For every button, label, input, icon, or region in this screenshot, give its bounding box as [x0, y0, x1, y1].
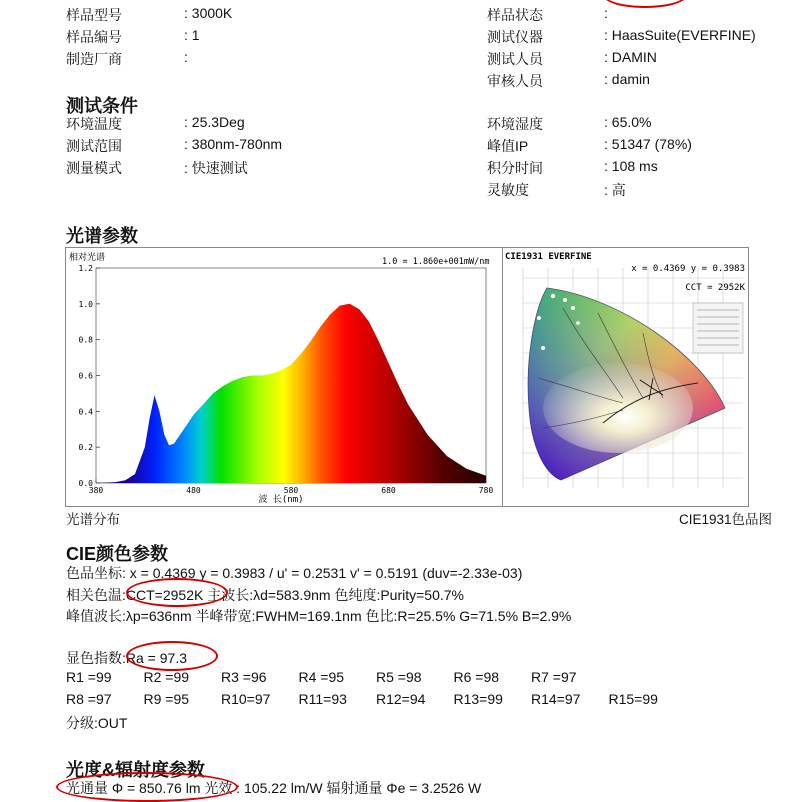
sensitivity-value: : 高: [604, 182, 626, 198]
r-values-row-2: [66, 691, 686, 707]
r-value: R2 =99: [143, 669, 190, 685]
x-tick-label: 580: [283, 486, 299, 495]
ambient-temp-label: 环境温度: [66, 116, 122, 132]
sample-model-label: 样品型号: [66, 7, 122, 23]
integration-time-label: 积分时间: [487, 160, 543, 176]
integration-time-value: : 108 ms: [604, 158, 658, 174]
y-tick-label: 0.4: [78, 407, 93, 417]
sample-number-label: 样品编号: [66, 29, 122, 45]
sensitivity-label: 灵敏度: [487, 182, 529, 198]
spectrum-area: [96, 304, 486, 483]
spectrum-chart-frame: [65, 247, 504, 507]
r-values-row-1: [66, 669, 609, 685]
cie-caption: CIE1931色品图: [678, 512, 772, 527]
humidity-label: 环境湿度: [487, 116, 543, 132]
tester-label: 测试人员: [487, 51, 543, 67]
r-value: R9 =95: [143, 691, 190, 707]
dominant-wavelength-purity: 主波长:λd=583.9nm 色纯度:Purity=50.7%: [203, 587, 464, 603]
r-value: R5 =98: [376, 669, 422, 685]
sample-state-label: 样品状态: [487, 7, 543, 23]
cie-diagram-frame: [502, 247, 749, 507]
r-value: R7 =97: [531, 669, 577, 685]
r-value: R15=99: [608, 691, 658, 707]
r-value: R4 =95: [298, 669, 345, 685]
humidity-value: : 65.0%: [604, 114, 652, 130]
annotation-oval-top: [603, 0, 687, 8]
spectrum-caption: 光谱分布: [66, 512, 120, 527]
y-tick-label: 1.2: [78, 264, 93, 273]
r-value: R11=93: [298, 691, 347, 707]
x-tick-label: 480: [186, 486, 201, 495]
test-range-value: : 380nm-780nm: [184, 136, 283, 152]
instrument-label: 测试仪器: [487, 29, 543, 45]
cie-legend-box: [693, 303, 743, 353]
luminous-flux: 光通量 Φ = 850.76 lm: [66, 780, 201, 796]
photometric-title: 光度&辐射度参数: [66, 760, 205, 780]
cie-diagram: [503, 248, 748, 506]
cct-line: [66, 585, 464, 605]
chromaticity-line: 色品坐标: x = 0.4369 y = 0.3983 / u' = 0.2531 v' = 0.5191 (duv=-2.33e-03): [66, 565, 523, 581]
cct-label: 相关色温:: [66, 587, 126, 603]
instrument-value: : HaasSuite(EVERFINE): [604, 27, 756, 43]
measure-mode-value: : 快速测试: [184, 160, 248, 176]
y-tick-label: 0.8: [78, 335, 93, 345]
measure-mode-label: 测量模式: [66, 160, 122, 176]
y-tick-label: 1.0: [78, 299, 93, 309]
color-params-title: CIE颜色参数: [66, 544, 169, 564]
peak-ip-value: : 51347 (78%): [604, 136, 692, 152]
ra-value: Ra = 97.3: [125, 650, 187, 666]
r-value: R1 =99: [66, 669, 112, 685]
r-value: R3 =96: [221, 669, 267, 685]
cct-value: CCT=2952K: [125, 587, 204, 603]
peak-fwhm-line: 峰值波长:λp=636nm 半峰带宽:FWHM=169.1nm 色比:R=25.5% G=71.5% B=2.9%: [66, 608, 572, 624]
x-tick-label: 380: [88, 486, 104, 495]
spectrum-chart: [66, 248, 503, 506]
tester-value: : DAMIN: [604, 49, 657, 65]
cie-title: CIE1931 EVERFINE: [505, 252, 592, 262]
r-value: R13=99: [453, 691, 503, 707]
manufacturer-value: :: [184, 49, 188, 65]
grade-line: 分级:OUT: [66, 715, 128, 731]
r-value: R10=97: [221, 691, 271, 707]
reviewer-value: : damin: [604, 71, 650, 87]
spectrum-section-title: 光谱参数: [66, 226, 138, 246]
spectrum-xlabel: 波 长(nm): [258, 495, 304, 505]
cie-white-region: [543, 363, 693, 453]
r-value: R12=94: [376, 691, 426, 707]
cri-label: 显色指数:: [66, 650, 126, 666]
cie-coords: x = 0.4369 y = 0.3983: [631, 264, 745, 274]
conditions-title: 测试条件: [66, 96, 138, 116]
annotation-oval-cct: [126, 578, 228, 607]
x-tick-label: 680: [381, 486, 396, 495]
spectrum-chart-title: 相对光谱: [69, 253, 106, 263]
annotation-oval-flux: [56, 772, 238, 802]
efficacy-radiant-flux: 光效 : 105.22 lm/W 辐射通量 Φe = 3.2526 W: [204, 780, 482, 796]
r-value: R8 =97: [66, 691, 112, 707]
annotation-oval-ra: [126, 641, 218, 671]
reviewer-label: 审核人员: [487, 73, 543, 89]
peak-ip-label: 峰值IP: [487, 138, 529, 154]
test-range-label: 测试范围: [66, 138, 122, 154]
y-tick-label: 0.0: [78, 479, 93, 488]
x-tick-label: 780: [478, 486, 494, 495]
y-tick-label: 0.6: [78, 371, 93, 381]
sample-number-value: : 1: [184, 27, 200, 43]
manufacturer-label: 制造厂商: [66, 51, 122, 67]
ambient-temp-value: : 25.3Deg: [184, 114, 245, 130]
cie-cct: CCT = 2952K: [685, 283, 745, 293]
spectrum-scale-note: 1.0 = 1.860e+001mW/nm: [382, 257, 490, 267]
r-value: R6 =98: [453, 669, 500, 685]
sample-state-value: :: [604, 5, 608, 21]
y-tick-label: 0.2: [78, 443, 93, 453]
r-value: R14=97: [531, 691, 581, 707]
sample-model-value: : 3000K: [184, 5, 233, 21]
